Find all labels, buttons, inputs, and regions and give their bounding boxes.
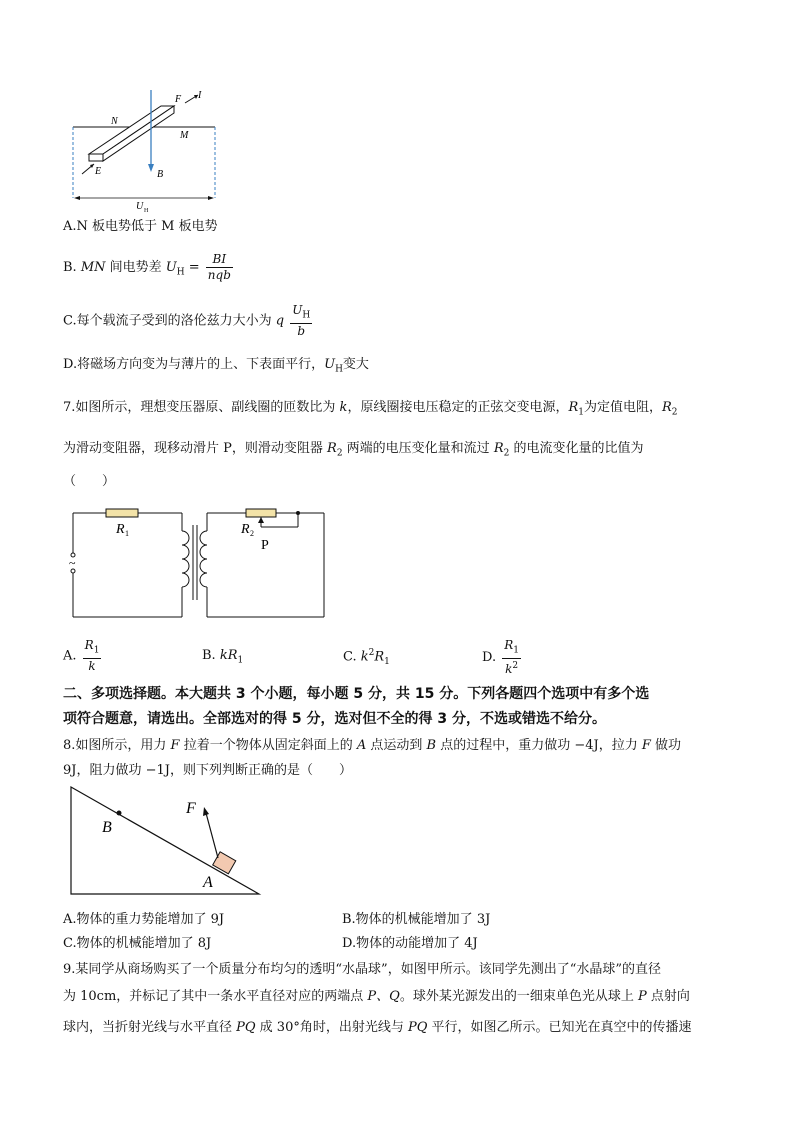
section2-line-2	[63, 708, 606, 728]
q7-b-k: k	[219, 648, 228, 663]
q8-line-2	[63, 759, 352, 778]
q6-c-prefix: C.每个载流子受到的洛伦兹力大小为	[63, 313, 276, 329]
q9-l2-pq: P、Q	[367, 989, 400, 1004]
q7-c-k: k	[360, 649, 369, 665]
q7-option-c	[343, 648, 390, 667]
q8-option-a-text: A.物体的重力势能增加了 9J	[63, 912, 225, 927]
q6-d-suffix: 变大	[342, 357, 369, 372]
label-b: B	[102, 819, 112, 836]
q8-l1-a: 8.如图所示，用力	[63, 738, 171, 753]
q7-c-sub: 1	[384, 656, 390, 667]
q9-l2-c: 点射向	[646, 989, 690, 1004]
label-M: M	[180, 130, 189, 141]
q7-paren	[63, 470, 115, 489]
q6-c-q: q	[275, 313, 285, 329]
q7-b-r: R	[227, 648, 238, 663]
q6-b-den: nqb	[207, 268, 231, 282]
q7-l2-r2b: R	[493, 441, 504, 456]
q8-option-b-text: B.物体的机械能增加了 3J	[342, 912, 491, 927]
q7-a-num: R	[84, 638, 94, 652]
q7-d-fraction	[502, 638, 521, 677]
section2-line-1	[63, 683, 649, 703]
q7-c-prefix: C.	[343, 649, 361, 665]
q7-l1-k: k	[339, 400, 348, 415]
q6-c-den: b	[297, 324, 306, 339]
q8-option-d-text: D.物体的动能增加了 4J	[342, 936, 478, 951]
q7-option-b	[202, 648, 243, 666]
q8-l1-e: 做功	[650, 738, 682, 753]
q7-l2-r2b-sub: 2	[503, 448, 510, 459]
label-r1-sub: 1	[125, 529, 129, 538]
incline-figure	[66, 783, 266, 899]
q7-l1-r1: R	[568, 400, 579, 415]
q7-a-den: k	[88, 659, 96, 674]
q6-b-u-sub: H	[176, 267, 185, 278]
q7-b-prefix: B.	[202, 648, 220, 663]
q7-a-fraction	[83, 638, 102, 674]
q7-l2-c: 的电流变化量的比值为	[509, 441, 644, 456]
label-a: A	[203, 874, 213, 891]
q9-line-2	[63, 985, 690, 1004]
q6-c-num-sub: H	[302, 310, 311, 321]
section2-line-2-text: 项符合题意，请选出。全部选对的得 5 分，选对但不全的得 3 分，不选或错选不给分。	[63, 711, 606, 727]
q9-l3-b: 成 30°角时，出射光线与	[255, 1020, 408, 1035]
q8-l1-d: 点的过程中，重力做功 −4J，拉力	[436, 738, 642, 753]
q6-b-text: 间电势差	[105, 260, 166, 275]
q9-line-1	[63, 958, 661, 977]
q9-l3-c: 平行，如图乙所示。已知光在真空中的传播速	[427, 1020, 692, 1035]
q6-d-u: U	[324, 357, 336, 372]
q8-l1-a-point: A	[356, 738, 367, 753]
q8-l1-b: 拉着一个物体从固定斜面上的	[179, 738, 357, 753]
hall-effect-figure	[60, 86, 230, 216]
q7-line-1	[63, 396, 678, 418]
q8-option-b	[342, 908, 490, 927]
q7-l2-r2: R	[327, 441, 337, 456]
q7-l1-r1-sub: 1	[578, 407, 584, 418]
label-N: N	[111, 116, 118, 127]
q9-line-1-text: 9.某同学从商场购买了一个质量分布均匀的透明“水晶球”，如图甲所示。该同学先测出了“水晶球”的直径	[63, 962, 661, 977]
q7-l2-a: 为滑动变阻器，现移动滑片 P，则滑动变阻器	[63, 441, 328, 456]
q7-l1-b: ，原线圈接电压稳定的正弦交变电源，	[347, 400, 569, 415]
q7-l1-r2-sub: 2	[671, 407, 678, 418]
q7-d-num-sub: 1	[513, 645, 520, 656]
q7-c-sup: 2	[368, 648, 375, 658]
q6-b-u: U	[165, 260, 177, 275]
label-E: E	[95, 166, 102, 177]
q8-line-2-text: 9J，阻力做功 −1J，则下列判断正确的是（ ）	[63, 763, 352, 778]
q6-option-c	[63, 303, 314, 339]
q7-l1-c: 为定值电阻，	[583, 400, 662, 415]
q7-l1-r2: R	[662, 400, 672, 415]
q6-b-mn: MN	[80, 260, 106, 275]
q7-option-a	[63, 638, 103, 674]
q6-option-a-text: A.N 板电势低于 M 板电势	[63, 219, 218, 234]
q7-l2-r2-sub: 2	[336, 448, 343, 459]
q6-c-fraction	[290, 303, 312, 339]
label-F: F	[175, 94, 182, 105]
section2-line-1-text: 二、多项选择题。本大题共 3 个小题，每小题 5 分，共 15 分。下列各题四个选项中有多个选	[63, 686, 650, 702]
q8-l1-c: 点运动到	[366, 738, 427, 753]
q9-line-3	[63, 1016, 692, 1035]
label-r1: R	[116, 522, 125, 537]
q6-option-d	[63, 353, 369, 375]
q7-d-den: k	[505, 662, 513, 677]
q6-c-num-u: U	[292, 303, 303, 317]
q6-d-prefix: D.将磁场方向变为与薄片的上、下表面平行，	[63, 357, 325, 372]
q9-l2-b: 。球外某光源发出的一细束单色光从球上	[399, 989, 638, 1004]
q8-option-c	[63, 932, 211, 951]
q7-option-d	[482, 638, 523, 677]
q7-d-den-sup: 2	[512, 661, 519, 672]
q9-l3-pq2: PQ	[408, 1020, 428, 1035]
q6-b-prefix: B.	[63, 260, 77, 275]
q7-c-r: R	[374, 649, 385, 665]
label-f: F	[186, 800, 196, 817]
q8-option-a	[63, 908, 224, 927]
label-U-sub: H	[144, 208, 149, 214]
label-U: U	[136, 201, 144, 212]
q9-l3-pq: PQ	[236, 1020, 256, 1035]
q9-l2-p: P	[637, 989, 647, 1004]
q7-paren-text: （ ）	[63, 474, 116, 489]
label-I: I	[198, 90, 202, 101]
q9-l3-a: 球内，当折射光线与水平直径	[63, 1020, 237, 1035]
q7-l1-a: 7.如图所示，理想变压器原、副线圈的匝数比为	[63, 400, 340, 415]
q8-l1-f: F	[170, 738, 180, 753]
q7-l2-b: 两端的电压变化量和流过	[342, 441, 494, 456]
q6-b-fraction	[206, 252, 233, 283]
transformer-circuit-figure	[64, 505, 329, 625]
label-p: P	[261, 538, 269, 553]
resistor-r2	[246, 509, 276, 517]
q9-l2-a: 为 10cm，并标记了其中一条水平直径对应的两端点	[63, 989, 368, 1004]
q7-d-num: R	[504, 638, 514, 652]
label-r2-sub: 2	[250, 529, 254, 538]
q6-b-num: BI	[206, 252, 233, 268]
q6-b-eq: =	[184, 260, 204, 275]
q8-option-d	[342, 932, 478, 951]
label-r2: R	[241, 522, 250, 537]
ac-source-symbol: ~	[69, 556, 76, 570]
q8-option-c-text: C.物体的机械能增加了 8J	[63, 936, 212, 951]
q6-option-b	[63, 252, 235, 283]
label-B: B	[157, 169, 164, 180]
q7-a-prefix: A.	[63, 648, 77, 664]
q6-option-a	[63, 215, 218, 234]
q7-a-num-sub: 1	[93, 645, 100, 656]
q7-b-sub: 1	[237, 655, 244, 666]
q8-l1-b-point: B	[426, 738, 437, 753]
resistor-r1	[106, 509, 138, 517]
q8-l1-f2: F	[641, 738, 651, 753]
q7-d-prefix: D.	[482, 650, 497, 666]
q7-line-2	[63, 437, 643, 459]
q8-line-1	[63, 734, 681, 753]
q6-d-u-sub: H	[335, 364, 343, 375]
